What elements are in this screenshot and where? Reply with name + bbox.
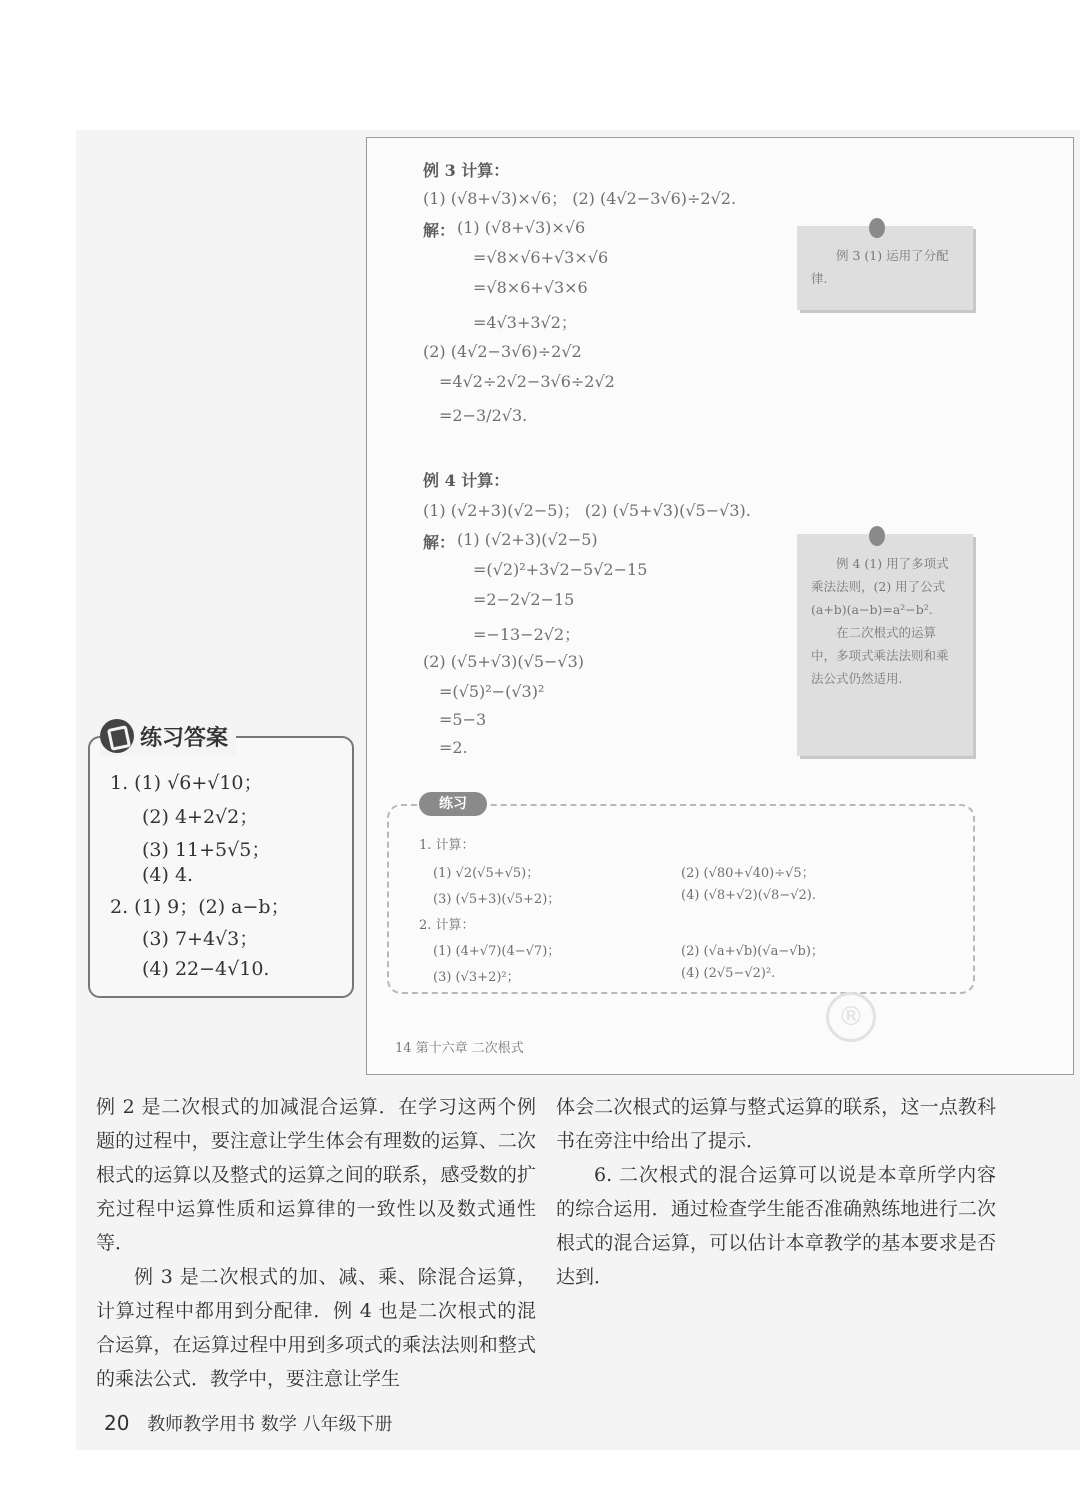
practice-item: (2) (√80+√40)÷√5； [681,866,815,881]
example3-sol1-line: =4√3+3√2； [473,313,577,332]
body-paragraph: 6. 二次根式的混合运算可以说是本章所学内容的综合运用．通过检查学生能否准确熟练地进行二次根式的混合运算，可以估计本章教学的基本要求是否达到． [556,1164,996,1288]
answer-line: (3) 11+5√5； [142,839,271,861]
registered-mark-icon: ® [826,992,876,1042]
example4-problems: (1) (√2+3)(√2−5)； (2) (√5+√3)(√5−√3). [423,501,751,520]
example4-sol2-line: =2. [439,738,468,757]
answers-header [100,716,236,756]
practice-item: (2) (√a+√b)(√a−√b)； [681,944,824,959]
practice-item: (1) (4+√7)(4−√7)； [433,944,561,959]
answer-line: (4) 4. [142,864,194,886]
practice-item: (3) (√5+3)(√5+2)； [433,892,561,907]
example4-sol1-line: (1) (√2+3)(√2−5) [457,530,598,549]
example3-sol1-line: =√8×6+√3×6 [473,278,588,297]
practice-box [387,796,975,994]
body-paragraph: 体会二次根式的运算与整式运算的联系，这一点教科书在旁注中给出了提示． [556,1096,996,1152]
example3-sol1-line: =√8×√6+√3×√6 [473,248,609,267]
example4-sol1-line: =−13−2√2； [473,625,581,644]
example3-side-note: 例 3 (1) 运用了分配律. [797,226,973,310]
answers-box [88,736,354,998]
practice-q2: 2. 计算： [419,918,475,933]
textbook-page-image [366,137,1074,1075]
answer-line: 2. (1) 9；(2) a−b； [110,896,290,918]
answers-title: 练习答案 [140,725,229,751]
example3-sol2-line: =4√2÷2√2−3√6÷2√2 [439,372,615,391]
answer-line: (3) 7+4√3； [142,928,259,950]
body-paragraph: 例 2 是二次根式的加减混合运算．在学习这两个例题的过程中，要注意让学生体会有理数的运算、二次根式的运算以及整式的运算之间的联系，感受数的扩充过程中运算性质和运算律的一致性以及数式通性等． [96,1096,536,1254]
practice-item: (4) (√8+√2)(√8−√2). [681,888,816,903]
example3-sol1-line: (1) (√8+√3)×√6 [457,218,586,237]
example3-solution-label: 解： [423,221,456,240]
example4-sol1-line: =(√2)²+3√2−5√2−15 [473,560,648,579]
example4-sol2-line: (2) (√5+√3)(√5−√3) [423,652,585,671]
example4-solution-label: 解： [423,533,456,552]
practice-item: (4) (2√5−√2)². [681,966,776,981]
pin-icon [869,218,885,238]
example3-problems: (1) (√8+√3)×√6； (2) (4√2−3√6)÷2√2. [423,189,737,208]
answer-line: (4) 22−4√10. [142,958,270,980]
example4-heading: 例 4 计算： [423,471,510,490]
page-number: 20 [104,1411,130,1435]
practice-tag: 练习 [419,792,487,816]
answers-logo-icon [100,719,134,753]
practice-item: (3) (√3+2)²； [433,970,520,985]
page-footer [104,1410,393,1436]
body-right-column [556,1090,996,1294]
example4-sol1-line: =2−2√2−15 [473,590,575,609]
book-title: 教师教学用书 数学 八年级下册 [147,1414,393,1435]
example4-side-note: 例 4 (1) 用了多项式乘法法则，(2) 用了公式(a+b)(a−b)=a²−b². 在二次根式的运算中，多项式乘法法则和乘法公式仍然适用. [797,534,973,756]
practice-item: (1) √2(√5+√5)； [433,866,540,881]
example3-sol2-line: =2−3/2√3. [439,406,528,425]
answer-line: (2) 4+2√2； [142,806,259,828]
body-paragraph: 例 3 是二次根式的加、减、乘、除混合运算，计算过程中都用到分配律．例 4 也是二次根式的混合运算，在运算过程中用到多项式的乘法法则和整式的乘法公式．教学中，要注意让学生 [96,1266,536,1390]
example3-sol2-line: (2) (4√2−3√6)÷2√2 [423,342,582,361]
body-left-column [96,1090,536,1396]
practice-q1: 1. 计算： [419,838,475,853]
example3-heading: 例 3 计算： [423,161,510,180]
pin-icon [869,526,885,546]
textbook-page-footer: 14 第十六章 二次根式 [395,1041,524,1056]
example4-sol2-line: =5−3 [439,710,487,729]
answer-line: 1. (1) √6+√10； [110,772,263,794]
example4-sol2-line: =(√5)²−(√3)² [439,682,545,701]
